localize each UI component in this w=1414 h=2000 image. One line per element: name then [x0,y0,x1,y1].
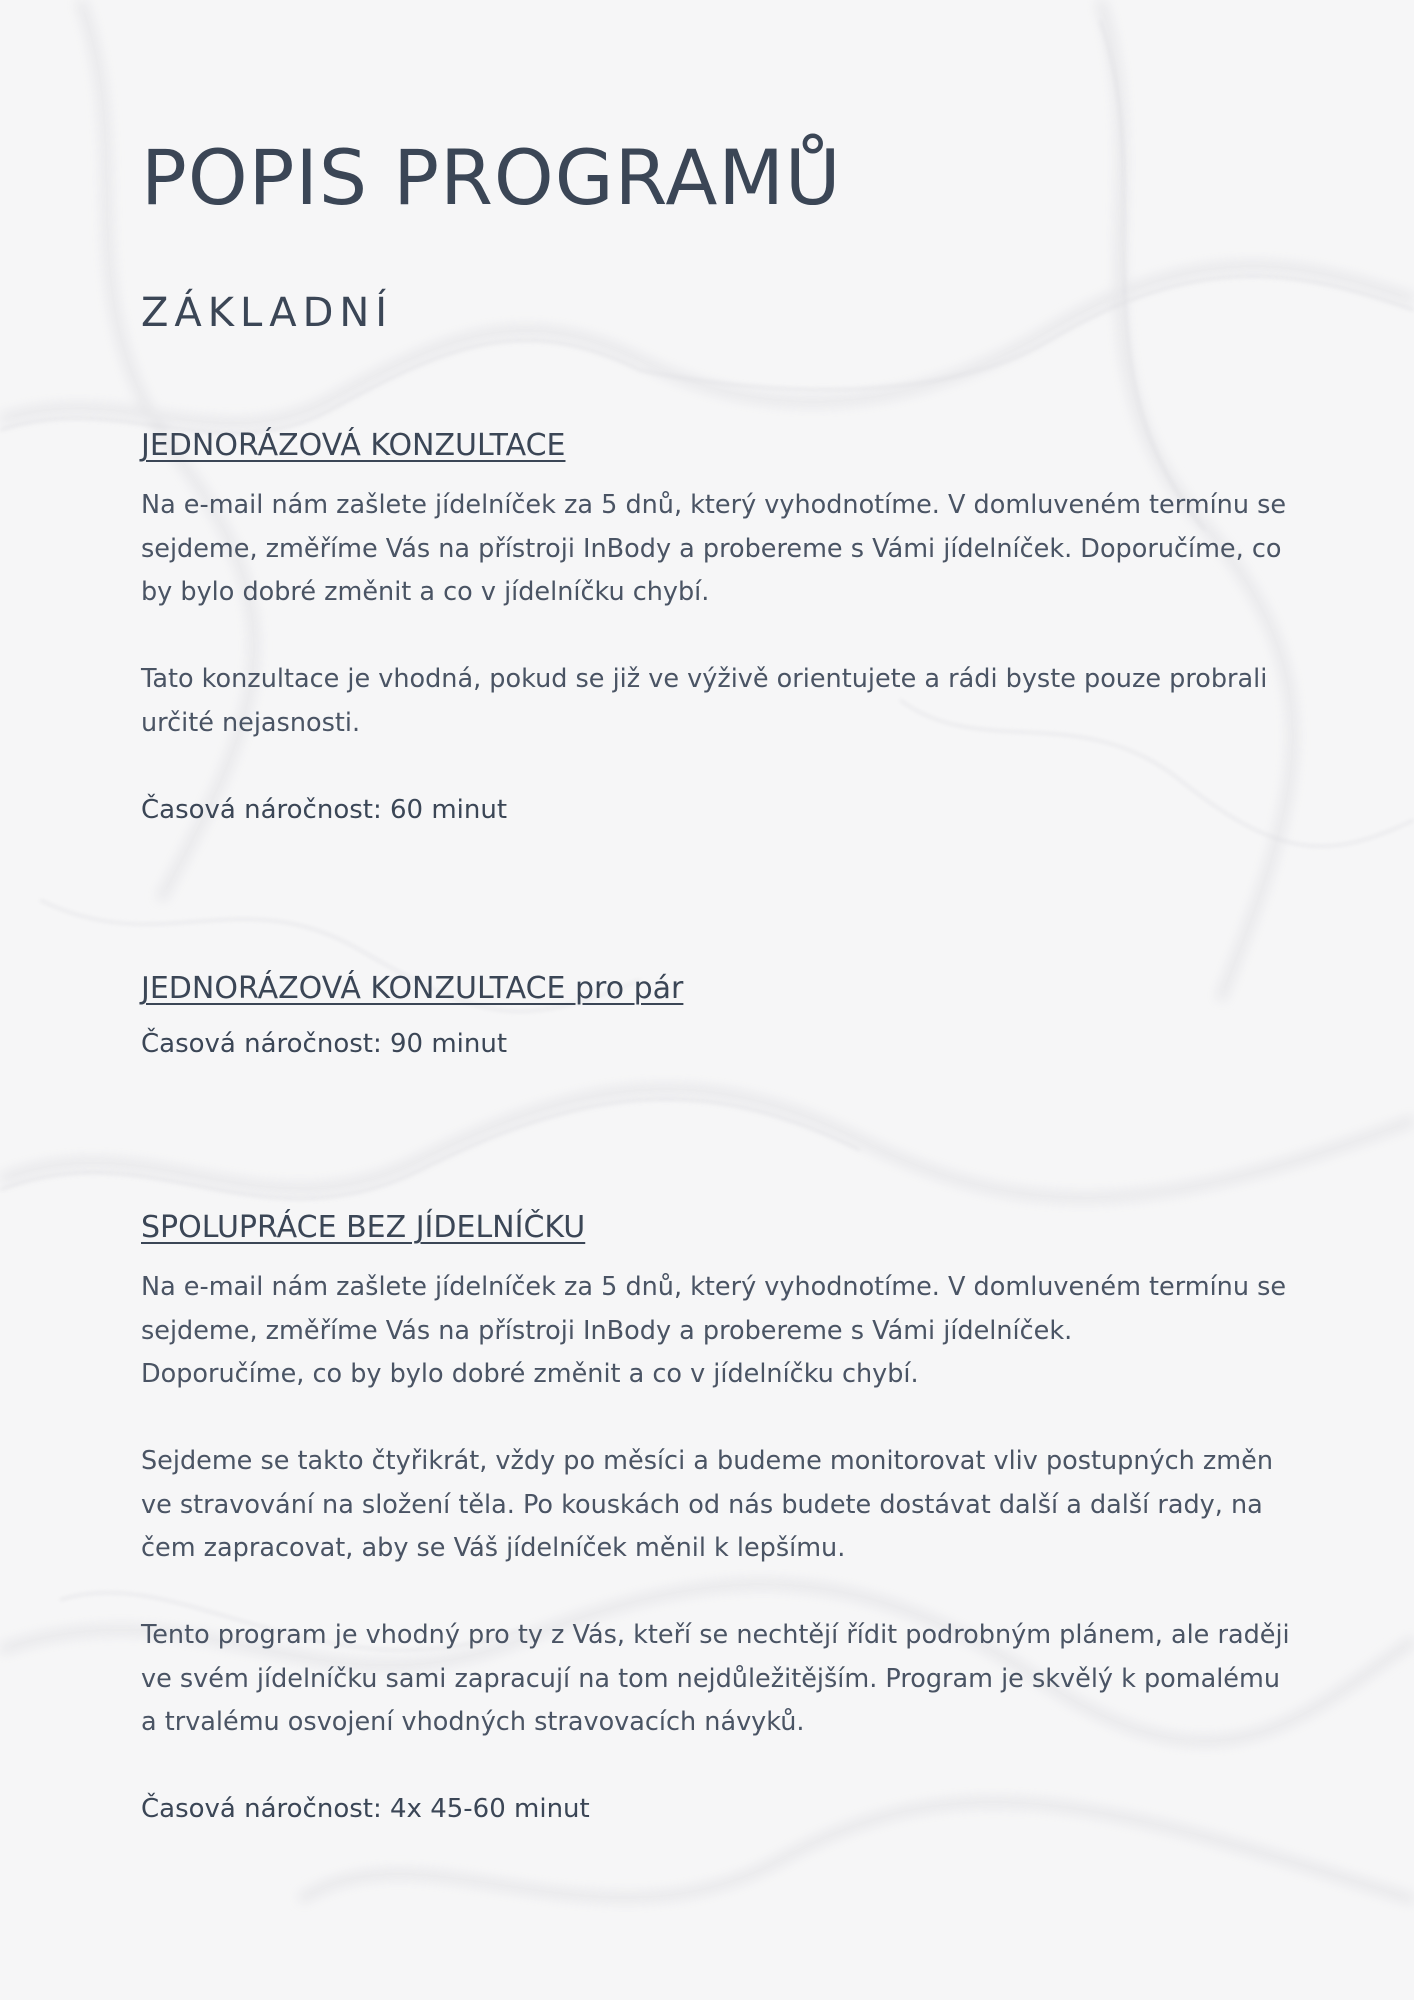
section-paragraph: Doporučíme, co by bylo dobré změnit a co v jídelníčku chybí. [141,1359,919,1389]
section-duration: Časová náročnost: 90 minut [141,1029,508,1059]
program-section-spoluprace-bez-jidelnicku [141,1208,1291,1832]
section-duration: Časová náročnost: 60 minut [141,794,508,825]
section-heading: JEDNORÁZOVÁ KONZULTACE [141,428,566,463]
section-duration: Časová náročnost: 4x 45-60 minut [141,1794,590,1824]
program-section-jednorazova-konzultace [141,426,1291,832]
section-paragraph: Sejdeme se takto čtyřikrát, vždy po měsíci a budeme monitorovat vliv postupných změn ve stravování na složení těla. Po kouskách od nás budete dostávat další a další rady, na čem zapracovat, aby se Váš jídelníček měnil k lepšímu. [141,1446,1273,1563]
program-section-konzultace-pro-par [141,969,1291,1067]
section-paragraph: Na e-mail nám zašlete jídelníček za 5 dnů, který vyhodnotíme. V domluveném termínu se sejdeme, změříme Vás na přístroji InBody a probereme s Vámi jídelníček. Doporučíme, co by bylo dobré změnit a co v jídelníčku chybí. [141,490,1287,607]
section-heading: SPOLUPRÁCE BEZ JÍDELNÍČKU [141,1210,586,1245]
section-paragraph: Tento program je vhodný pro ty z Vás, kteří se nechtějí řídit podrobným plánem, ale raději ve svém jídelníčku sami zapracují na tom nejdůležitějším. Program je skvělý k pomalému a trvalému osvojení vhodných stravovacích návyků. [141,1620,1290,1737]
page-subtitle: ZÁKLADNÍ [141,290,394,336]
document-page [141,0,1291,2000]
section-heading: JEDNORÁZOVÁ KONZULTACE pro pár [141,971,684,1006]
section-paragraph: Na e-mail nám zašlete jídelníček za 5 dnů, který vyhodnotíme. V domluveném termínu se sejdeme, změříme Vás na přístroji InBody a probereme s Vámi jídelníček. [141,1272,1287,1346]
page-title: POPIS PROGRAMŮ [141,133,842,222]
section-paragraph: Tato konzultace je vhodná, pokud se již ve výživě orientujete a rádi byste pouze probrali určité nejasnosti. [141,664,1268,738]
